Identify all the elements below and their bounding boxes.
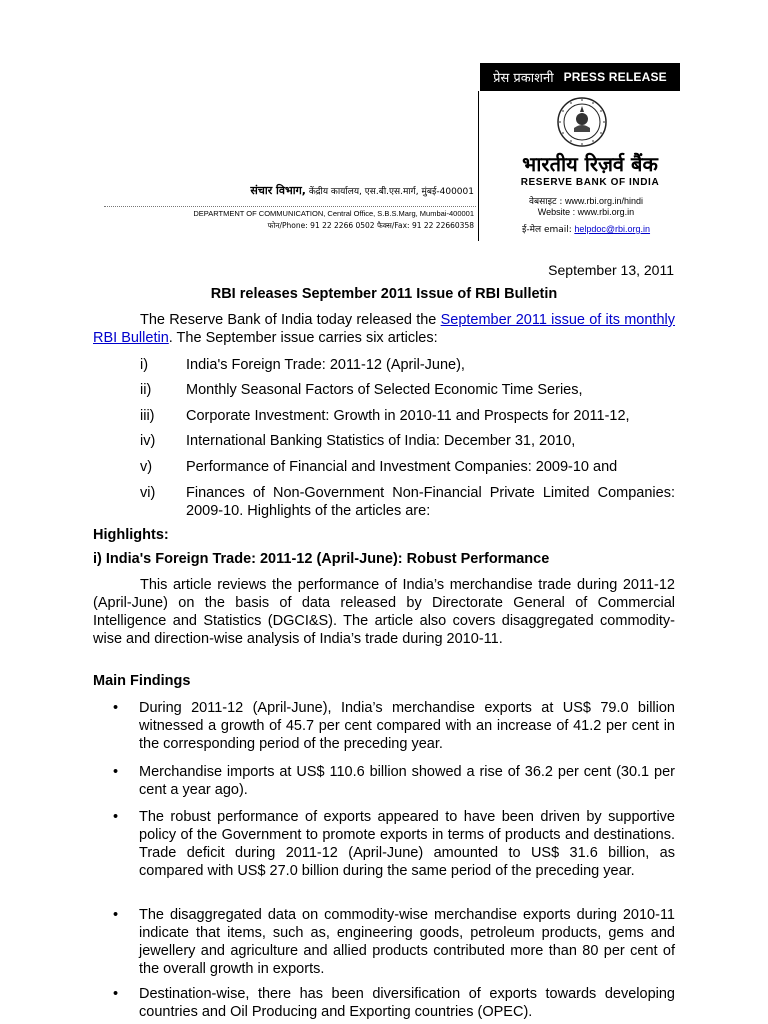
finding-item	[93, 906, 675, 978]
bulletin-link[interactable]: September 2011 issue of its monthly RBI Bulletin	[93, 312, 675, 346]
article-number: iii)	[140, 408, 155, 424]
bullet: •	[113, 809, 119, 825]
article-number: ii)	[140, 382, 152, 398]
finding-item	[93, 699, 675, 753]
header-divider-vertical	[478, 91, 479, 241]
highlights-heading: Highlights:	[93, 527, 169, 543]
finding-item	[93, 808, 675, 898]
department-hindi-name: संचार विभाग,	[250, 184, 306, 197]
email-line	[482, 222, 690, 235]
website-hindi-link[interactable]: www.rbi.org.in/hindi	[564, 196, 643, 206]
press-release-label: PRESS RELEASE	[563, 70, 667, 84]
website-hindi-label: वेबसाइट :	[529, 197, 563, 207]
article-title: Monthly Seasonal Factors of Selected Economic Time Series,	[186, 382, 583, 398]
email-label: ई-मेल email:	[521, 225, 572, 235]
article-list-item	[93, 432, 675, 450]
finding-item	[93, 985, 675, 1021]
bullet: •	[113, 907, 119, 923]
article-list-item	[93, 381, 675, 399]
website-hindi-line	[482, 194, 690, 207]
article-title: India's Foreign Trade: 2011-12 (April-June),	[186, 357, 465, 373]
article-number: vi)	[140, 485, 156, 501]
website-link[interactable]: www.rbi.org.in	[577, 207, 635, 217]
article-title: International Banking Statistics of India: December 31, 2010,	[186, 433, 576, 449]
finding-text: The robust performance of exports appeared to have been driven by supportive policy of the Government to promote exports in terms of products and destinations. Trade deficit during 2011-12 (April-June) amounted to US$ 31.6 billion, as compared with US$ 27.0 billion during the same period of the preceding year.	[139, 809, 675, 879]
website-label: Website :	[537, 207, 576, 217]
article-list-item	[93, 458, 675, 476]
article-list-item	[93, 356, 675, 374]
intro-text-start: The Reserve Bank of India today released the	[140, 312, 441, 328]
bank-name-hindi: भारतीय रिज़र्व बैंक	[522, 152, 658, 176]
department-hindi	[180, 183, 474, 198]
article-title: Corporate Investment: Growth in 2010-11 and Prospects for 2011-12,	[186, 408, 630, 424]
article-number: v)	[140, 459, 153, 475]
release-date: September 13, 2011	[548, 262, 674, 278]
rbi-seal-logo	[556, 96, 608, 148]
finding-text: Destination-wise, there has been diversification of exports towards developing countries and Oil Producing and Exporting countries (OPEC).	[139, 986, 675, 1020]
finding-text: Merchandise imports at US$ 110.6 billion showed a rise of 36.2 per cent (30.1 per cent a year ago).	[139, 764, 675, 798]
website-line	[482, 207, 690, 217]
main-findings-heading: Main Findings	[93, 673, 191, 689]
press-release-hindi: प्रेस प्रकाशनी	[493, 71, 554, 86]
phone-fax-line: फोन/Phone: 91 22 2266 0502 फैक्स/Fax: 91 22 22660358	[267, 221, 474, 230]
department-hindi-address: केंद्रीय कार्यालय, एस.बी.एस.मार्ग, मुंबई-400001	[308, 187, 474, 197]
press-release-banner	[480, 63, 680, 91]
article-list-item	[93, 484, 675, 520]
bullet: •	[113, 700, 119, 716]
finding-text: The disaggregated data on commodity-wise merchandise exports during 2010-11 indicate that items, such as, engineering goods, petroleum products, gems and jewellery and agriculture and allied products contributed more than 80 per cent of the overall growth in exports.	[139, 907, 675, 977]
article-list-item	[93, 407, 675, 425]
header-divider-dotted	[104, 206, 476, 207]
bullet: •	[113, 986, 119, 1002]
department-address: DEPARTMENT OF COMMUNICATION, Central Office, S.B.S.Marg, Mumbai-400001	[193, 209, 474, 218]
article-title: Finances of Non-Government Non-Financial Private Limited Companies: 2009-10. Highlights of the articles are:	[186, 485, 675, 519]
release-title: RBI releases September 2011 Issue of RBI Bulletin	[210, 286, 558, 302]
finding-item	[93, 763, 675, 799]
intro-paragraph	[93, 311, 675, 347]
section-paragraph: This article reviews the performance of India’s merchandise trade during 2011-12 (April-June) on the basis of data released by Directorate General of Commercial Intelligence and Statistics (DGCI&S). The article also covers disaggregated commodity-wise and direction-wise analysis of India’s trade during 2010-11.	[93, 577, 675, 647]
bank-name: RESERVE BANK OF INDIA	[520, 177, 660, 188]
article-number: iv)	[140, 433, 156, 449]
bullet: •	[113, 764, 119, 780]
email-link[interactable]: helpdoc@rbi.org.in	[574, 224, 651, 234]
intro-text-end: . The September issue carries six articles:	[168, 330, 438, 346]
article-number: i)	[140, 357, 149, 373]
finding-text: During 2011-12 (April-June), India’s merchandise exports at US$ 79.0 billion witnessed a growth of 45.7 per cent compared with an increase of 41.2 per cent in the corresponding period of the preceding year.	[139, 700, 675, 752]
article-title: Performance of Financial and Investment Companies: 2009-10 and	[186, 459, 618, 475]
section-heading: i) India's Foreign Trade: 2011-12 (April-June): Robust Performance	[93, 551, 550, 567]
